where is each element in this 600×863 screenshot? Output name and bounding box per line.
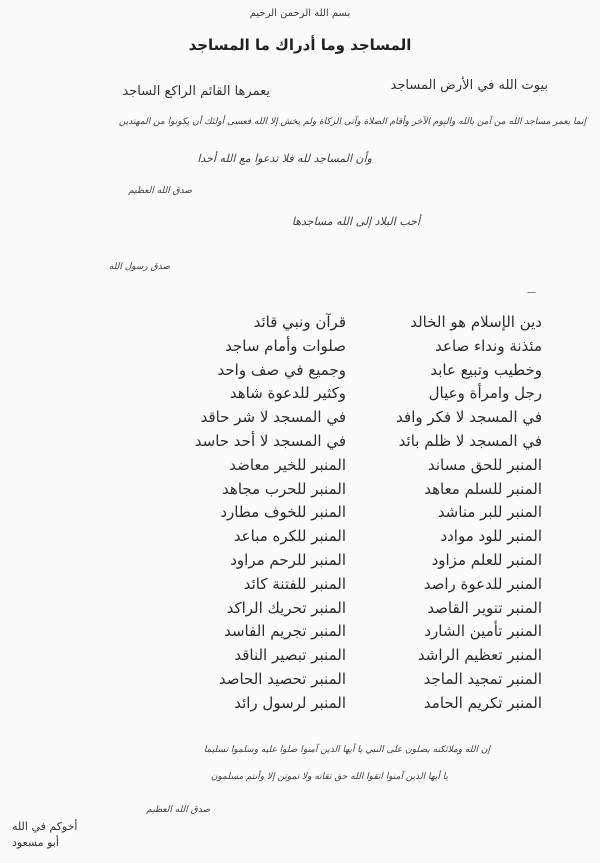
poem-line-left: المنبر للكره مباعد [233,527,346,546]
poem-line-right: رجل وامرأة وعيال [428,384,542,403]
poem-line-left: المنبر تبصير الناقد [234,646,346,665]
poem-line-left: المنبر للحرب مجاهد [222,479,346,498]
poem-line-left: المنبر للفتنة كائد [243,574,346,593]
poem-line-left: المنبر للرحم مراود [230,550,346,569]
poem-line-right: في المسجد لا فكر وافد [396,408,542,427]
handwritten-quran-line-1: إنما يعمر مساجد الله من آمن بالله واليوم الآخر وأقام الصلاة وآتى الزكاة ولم يخش إلا الله فعسى أولئك أن يكونوا من المهتدين [118,117,586,127]
poem-line-right: المنبر للحق مساند [427,455,542,474]
opening-verse-left: يعمرها القائم الراكع الساجد [122,84,270,99]
handwritten-hadith: أحب البلاد إلى الله مساجدها [291,215,420,228]
poem-line-left: المنبر لرسول رائد [234,693,346,712]
handwritten-closing-verse-2: يا أيها الذين آمنوا اتقوا الله حق تقاته ولا تموتن إلا وأنتم مسلمون [210,772,448,782]
handwritten-verse-2: وأن المساجد لله فلا تدعوا مع الله أحدا [197,152,372,165]
poem-line-right: دين الإسلام هو الخالد [410,313,542,331]
poem-line-left: المنبر للخوف مطارد [220,503,346,522]
handwritten-dash: — [527,288,536,298]
poem-line-right: مئذنة ونداء صاعد [435,336,542,355]
poem-line-right: المنبر للود موادد [440,527,542,546]
poem-line-right: وخطيب وتبيع عابد [430,360,542,379]
poem-line-left: في المسجد لا شر حاقد [200,408,346,427]
handwritten-sadaqa-1: صدق الله العظيم [128,186,192,196]
poem-line-left: وجميع في صف واحد [217,360,346,379]
basmala: بسم الله الرحمن الرحيم [249,8,351,19]
poem-line-right: في المسجد لا ظلم بائد [398,431,542,450]
handwritten-sadaqa-2: صدق الله العظيم [146,805,210,815]
page-title: المساجد وما أدراك ما المساجد [188,36,412,54]
poem-line-right: المنبر للعلم مزاود [431,550,542,569]
poem-line-left: المنبر للخير معاضد [229,455,346,474]
poem-line-right: المنبر تمجيد الماجد [423,669,542,688]
poem-line-right: المنبر تنوير القاصد [427,598,542,617]
poem-line-left: المنبر تحصيد الحاصد [218,669,346,688]
poem-line-right: المنبر تأمين الشارد [424,622,542,641]
poem-line-right: المنبر تكريم الحامد [423,693,542,712]
poem-right-column [362,311,542,716]
signature-line-2: أبو مسعود [12,836,59,849]
poem-line-right: المنبر للبر مناشد [437,503,542,522]
handwritten-closing-verse-1: إن الله وملائكته يصلون على النبي يا أيها الذين آمنوا صلوا عليه وسلموا تسليما [203,745,490,755]
opening-verse-right: بيوت الله في الأرض المساجد [390,78,548,93]
poem-line-left: صلوات وأمام ساجد [225,336,346,355]
poem-line-right: المنبر للسلم معاهد [424,479,542,498]
poem-left-column [116,311,346,716]
poem-line-left: وكثير للدعوة شاهد [229,384,346,403]
poem-line-right: المنبر تعظيم الراشد [417,646,542,665]
poem-line-right: المنبر للدعوة راصد [423,574,542,593]
poem-line-left: المنبر تجريم الفاسد [224,622,346,641]
poem-line-left: قرآن ونبي قائد [253,313,346,331]
handwritten-sadaqa-rasul: صدق رسول الله [108,262,170,272]
signature-line-1: أخوكم في الله [12,820,78,833]
poem-line-left: في المسجد لا أحد حاسد [194,431,346,450]
poem-line-left: المنبر تحريك الراكد [226,598,346,617]
